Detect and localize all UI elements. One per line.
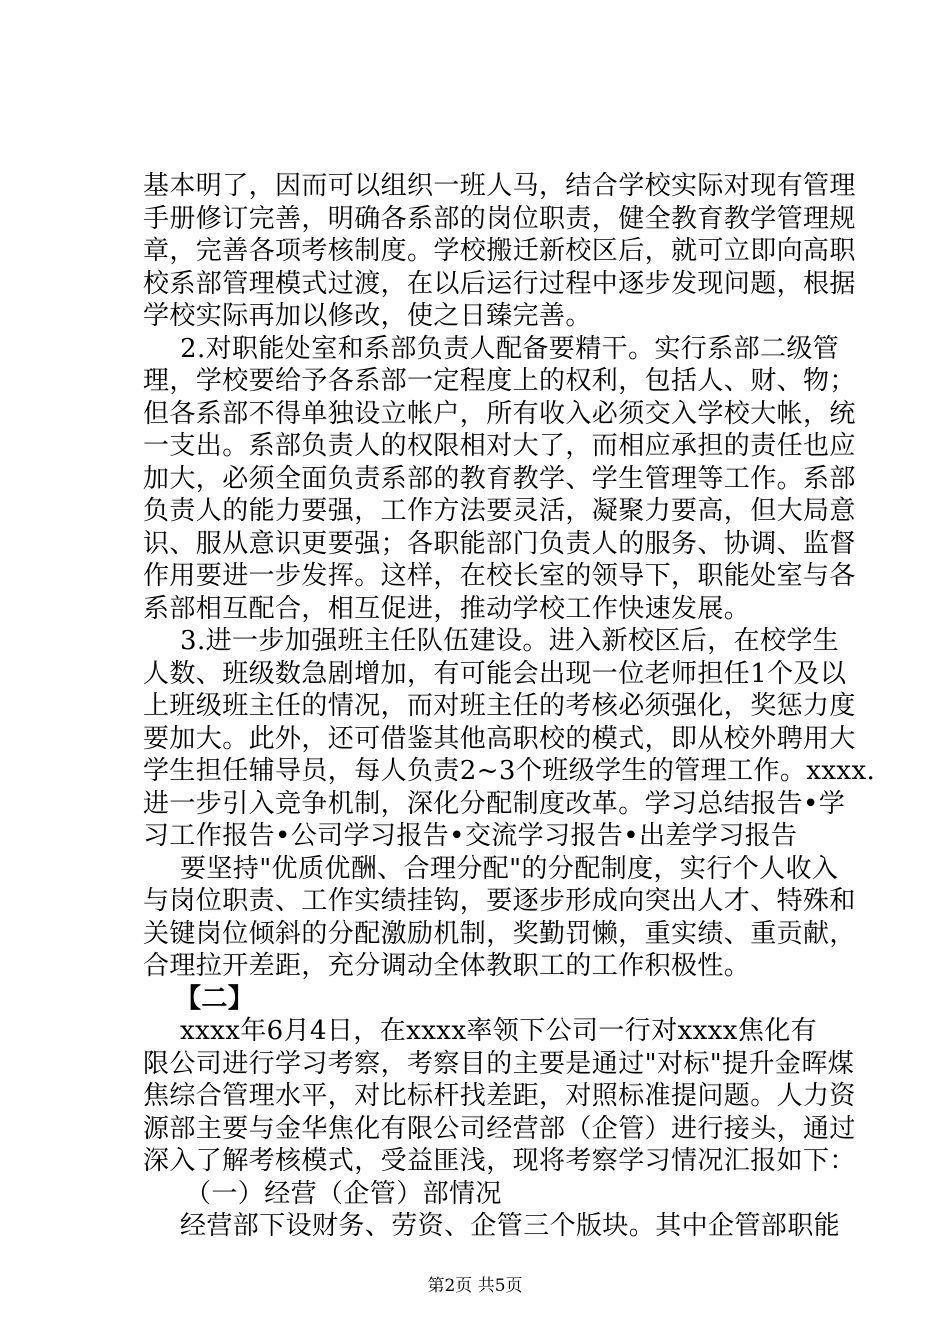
text-line: 章，完善各项考核制度。学校搬迁新校区后，就可立即向高职 xyxy=(143,236,856,266)
text-line: 焦综合管理水平，对比标杆找差距，对照标准提问题。人力资 xyxy=(143,1081,856,1111)
text-line: 合理拉开差距，充分调动全体教职工的工作积极性。 xyxy=(143,951,751,981)
text-line: 学生担任辅导员，每人负责2~3个班级学生的管理工作。xxxx. xyxy=(143,756,876,786)
text-line: 要加大。此外，还可借鉴其他高职校的模式，即从校外聘用大 xyxy=(143,723,856,754)
paragraph-start-line: 3.进一步加强班主任队伍建设。进入新校区后，在校学生 xyxy=(180,626,840,656)
text-line: 源部主要与金华焦化有限公司经营部（企管）进行接头，通过 xyxy=(143,1113,856,1144)
text-line: 负责人的能力要强，工作方法要灵活，凝聚力要高，但大局意 xyxy=(143,496,856,526)
text-line: 进一步引入竞争机制，深化分配制度改革。学习总结报告•学 xyxy=(143,788,846,819)
text-line: 理，学校要给予各系部一定程度上的权利，包括人、财、物； xyxy=(143,366,856,396)
text-line: 加大，必须全面负责系部的教育教学、学生管理等工作。系部 xyxy=(143,463,856,494)
paragraph-start-line: 经营部下设财务、劳资、企管三个版块。其中企管部职能 xyxy=(180,1211,841,1241)
text-line: 手册修订完善，明确各系部的岗位职责，健全教育教学管理规 xyxy=(143,203,856,234)
paragraph-start-line: 要坚持"优质优酬、合理分配"的分配制度，实行个人收入 xyxy=(180,853,839,884)
text-line: 但各系部不得单独设立帐户，所有收入必须交入学校大帐，统 xyxy=(143,398,856,429)
subsection-heading: （一）经营（企管）部情况 xyxy=(185,1178,502,1209)
text-line: 习工作报告•公司学习报告•交流学习报告•出差学习报告 xyxy=(143,821,798,851)
page-number-footer: 第2页 共5页 xyxy=(427,1276,523,1296)
text-line: 限公司进行学习考察，考察目的主要是通过"对标"提升金晖煤 xyxy=(143,1048,855,1079)
text-line: 上班级班主任的情况，而对班主任的考核必须强化，奖惩力度 xyxy=(143,691,856,721)
section-heading: 【二】 xyxy=(175,983,255,1014)
paragraph-start-line: xxxx年6月4日，在xxxx率领下公司一行对xxxx焦化有 xyxy=(180,1016,818,1046)
text-line: 作用要进一步发挥。这样，在校长室的领导下，职能处室与各 xyxy=(143,561,856,591)
text-line: 与岗位职责、工作实绩挂钩，要逐步形成向突出人才、特殊和 xyxy=(143,886,856,916)
text-line: 深入了解考核模式，受益匪浅，现将考察学习情况汇报如下： xyxy=(143,1146,856,1176)
text-line: 识、服从意识更要强；各职能部门负责人的服务、协调、监督 xyxy=(143,528,856,559)
text-line: 基本明了，因而可以组织一班人马，结合学校实际对现有管理 xyxy=(143,171,856,201)
text-line: 一支出。系部负责人的权限相对大了，而相应承担的责任也应 xyxy=(143,431,856,461)
text-line: 学校实际再加以修改，使之日臻完善。 xyxy=(143,301,592,331)
paragraph-start-line: 2.对职能处室和系部负责人配备要精干。实行系部二级管 xyxy=(180,333,840,364)
text-line: 系部相互配合，相互促进，推动学校工作快速发展。 xyxy=(143,593,751,624)
text-line: 关键岗位倾斜的分配激励机制，奖勤罚懒，重实绩、重贡献， xyxy=(143,918,856,949)
text-line: 人数、班级数急剧增加，有可能会出现一位老师担任1个及以 xyxy=(143,658,847,689)
text-line: 校系部管理模式过渡，在以后运行过程中逐步发现问题，根据 xyxy=(143,268,856,299)
